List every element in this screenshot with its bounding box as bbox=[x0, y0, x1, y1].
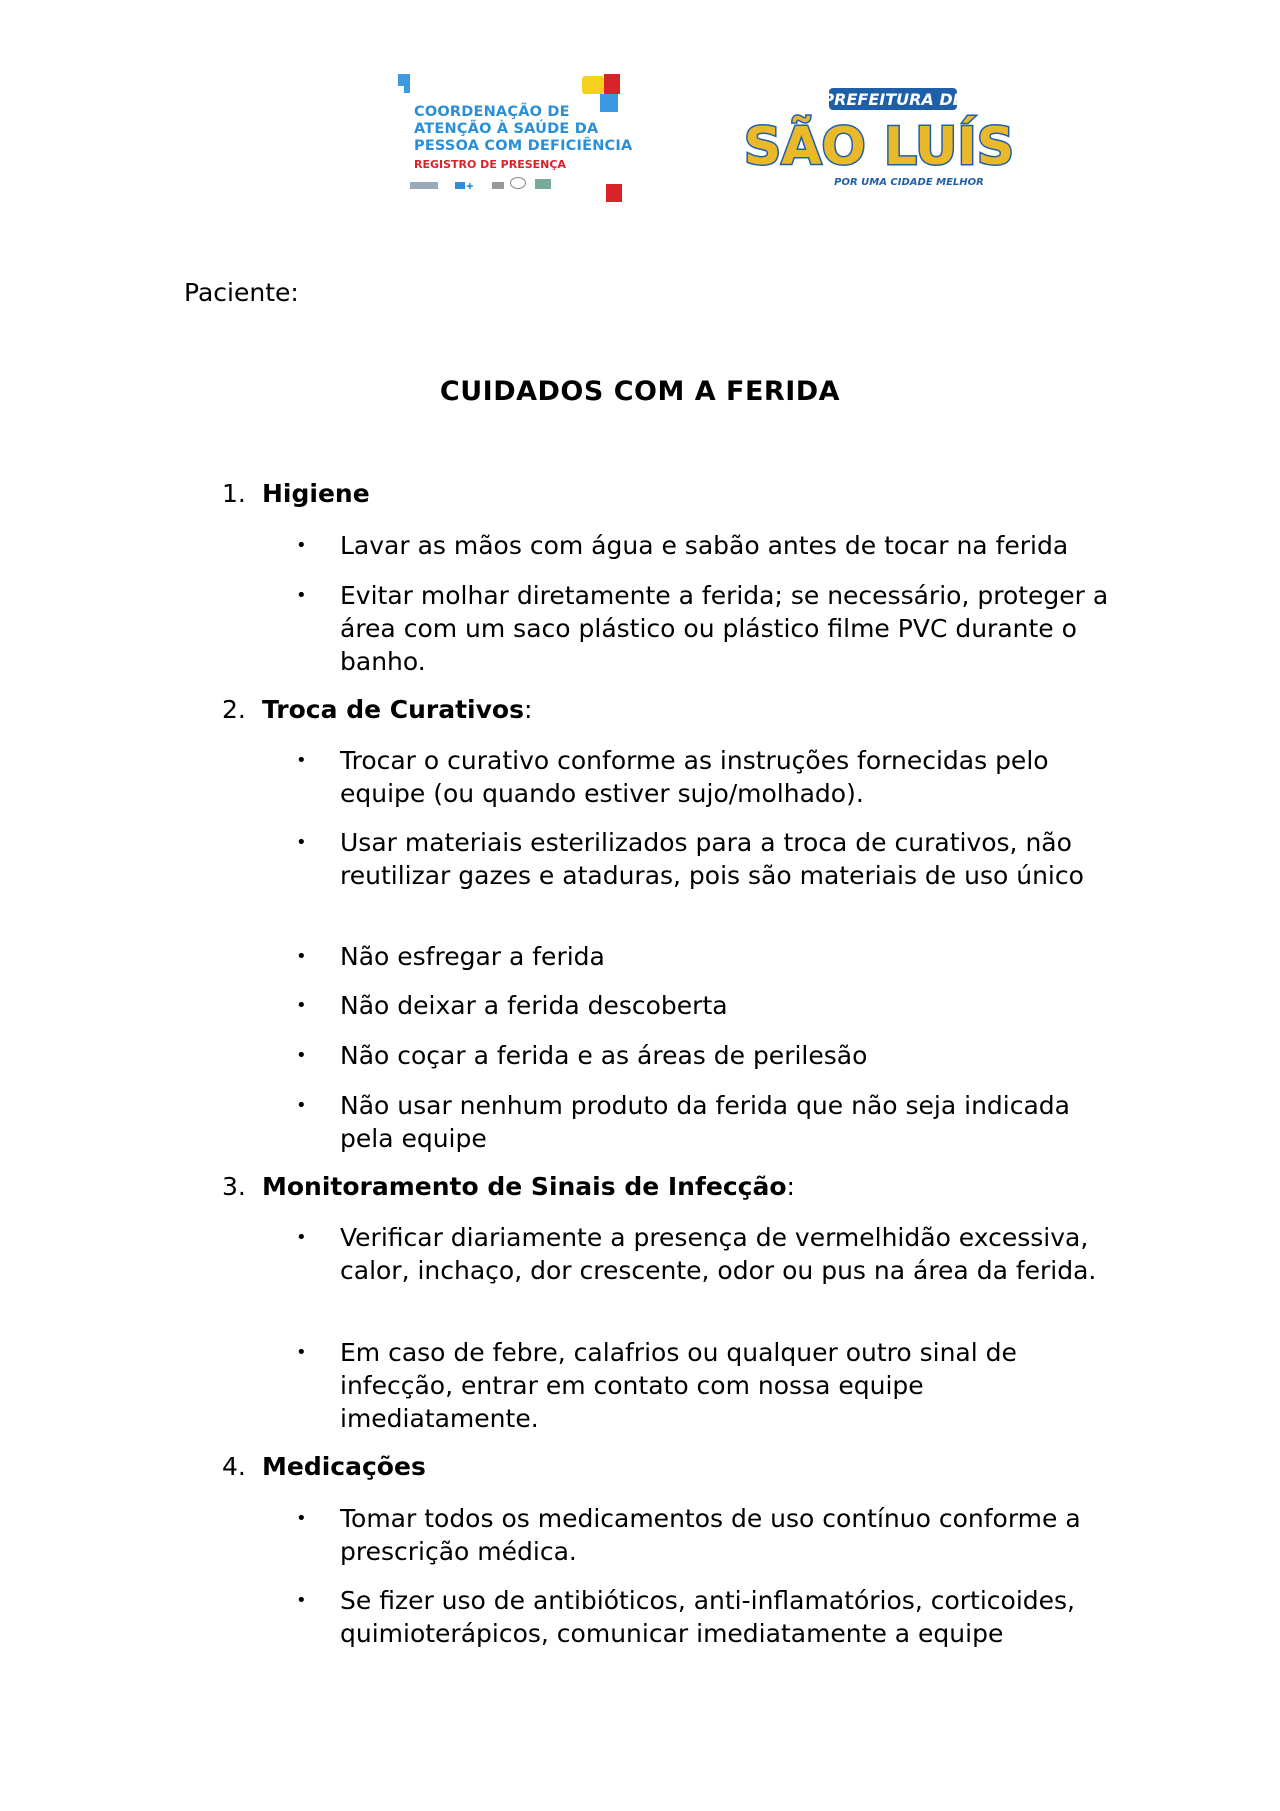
list-item bbox=[296, 826, 1116, 892]
logo-text-line: ATENÇÃO À SAÚDE DA bbox=[414, 121, 599, 137]
list-item-text: Não usar nenhum produto da ferida que não seja indicada pela equipe bbox=[340, 1091, 1070, 1153]
section-suffix: : bbox=[523, 695, 533, 724]
list-item bbox=[296, 1336, 1116, 1435]
bullet-icon: • bbox=[296, 946, 307, 967]
list-item bbox=[296, 1221, 1116, 1287]
list-item-text: Usar materiais esterilizados para a troca de curativos, não reutilizar gazes e ataduras, pois são materiais de uso único bbox=[340, 828, 1084, 890]
section-number: 2. bbox=[222, 695, 246, 724]
list-item-text: Evitar molhar diretamente a ferida; se necessário, proteger a área com um saco plástico ou plástico filme PVC durante o banho. bbox=[340, 581, 1109, 676]
list-item bbox=[296, 1089, 1116, 1155]
list-item bbox=[296, 1039, 1116, 1072]
list-item-text: Se fizer uso de antibióticos, anti-inflamatórios, corticoides, quimioterápicos, comunicar imediatamente a equipe bbox=[340, 1586, 1075, 1648]
partner-logos-strip: ✚ bbox=[410, 177, 551, 191]
list-item-text: Lavar as mãos com água e sabão antes de tocar na ferida bbox=[340, 531, 1069, 560]
bullet-icon: • bbox=[296, 1227, 307, 1248]
logo-main-text: SÃO LUÍS bbox=[743, 117, 1015, 177]
section-heading bbox=[222, 1171, 795, 1203]
coordenacao-logo bbox=[396, 72, 633, 206]
bullet-icon: • bbox=[296, 832, 307, 853]
prefeitura-sao-luis-logo bbox=[743, 82, 1015, 192]
bullet-icon: • bbox=[296, 1508, 307, 1529]
logo-top-text: PREFEITURA DE bbox=[822, 90, 964, 109]
bullet-icon: • bbox=[296, 750, 307, 771]
patient-label: Paciente: bbox=[184, 278, 299, 307]
list-item-text: Tomar todos os medicamentos de uso contínuo conforme a prescrição médica. bbox=[340, 1504, 1081, 1566]
section-title: Monitoramento de Sinais de Infecção bbox=[262, 1172, 787, 1201]
list-item bbox=[296, 1502, 1116, 1568]
list-item bbox=[296, 940, 1116, 973]
bullet-icon: • bbox=[296, 585, 307, 606]
logo-subtitle: REGISTRO DE PRESENÇA bbox=[414, 158, 566, 171]
list-item bbox=[296, 579, 1116, 678]
puzzle-piece-red-icon bbox=[606, 184, 622, 202]
bullet-icon: • bbox=[296, 1095, 307, 1116]
bullet-icon: • bbox=[296, 1342, 307, 1363]
list-item bbox=[296, 744, 1116, 810]
logo-text-line: PESSOA COM DEFICIÊNCIA bbox=[414, 138, 633, 154]
page-title: CUIDADOS COM A FERIDA bbox=[439, 376, 841, 407]
section-title: Troca de Curativos bbox=[262, 695, 524, 724]
list-item-text: Verificar diariamente a presença de vermelhidão excessiva, calor, inchaço, dor crescente, odor ou pus na área da ferida. bbox=[340, 1223, 1097, 1285]
section-number: 3. bbox=[222, 1172, 246, 1201]
logo-slogan-text: POR UMA CIDADE MELHOR bbox=[834, 177, 984, 188]
section-heading bbox=[222, 478, 370, 510]
bullet-icon: • bbox=[296, 535, 307, 556]
bullet-icon: • bbox=[296, 995, 307, 1016]
section-suffix: : bbox=[786, 1172, 795, 1201]
sao-luis-wordmark bbox=[743, 82, 1015, 192]
section-title: Medicações bbox=[262, 1452, 426, 1481]
list-item bbox=[296, 529, 1116, 562]
section-number: 4. bbox=[222, 1452, 246, 1481]
puzzle-piece-blue-icon bbox=[600, 94, 618, 112]
list-item-text: Em caso de febre, calafrios ou qualquer outro sinal de infecção, entrar em contato com nossa equipe imediatamente. bbox=[340, 1338, 1017, 1433]
list-item-text: Não coçar a ferida e as áreas de perilesão bbox=[340, 1041, 868, 1070]
list-item-text: Não deixar a ferida descoberta bbox=[340, 991, 728, 1020]
bullet-icon: • bbox=[296, 1590, 307, 1611]
puzzle-piece-red-icon bbox=[604, 74, 620, 94]
list-item bbox=[296, 1584, 1116, 1650]
puzzle-piece-yellow-icon bbox=[582, 76, 604, 94]
list-item-text: Não esfregar a ferida bbox=[340, 942, 605, 971]
list-item bbox=[296, 989, 1116, 1022]
logo-text-line: COORDENAÇÃO DE bbox=[414, 104, 570, 120]
bullet-icon: • bbox=[296, 1045, 307, 1066]
section-heading bbox=[222, 1451, 426, 1483]
list-item-text: Trocar o curativo conforme as instruções fornecidas pelo equipe (ou quando estiver sujo/molhado). bbox=[340, 746, 1049, 808]
puzzle-piece-blue-icon bbox=[404, 85, 410, 93]
section-number: 1. bbox=[222, 479, 246, 508]
section-heading bbox=[222, 694, 532, 726]
section-title: Higiene bbox=[262, 479, 370, 508]
